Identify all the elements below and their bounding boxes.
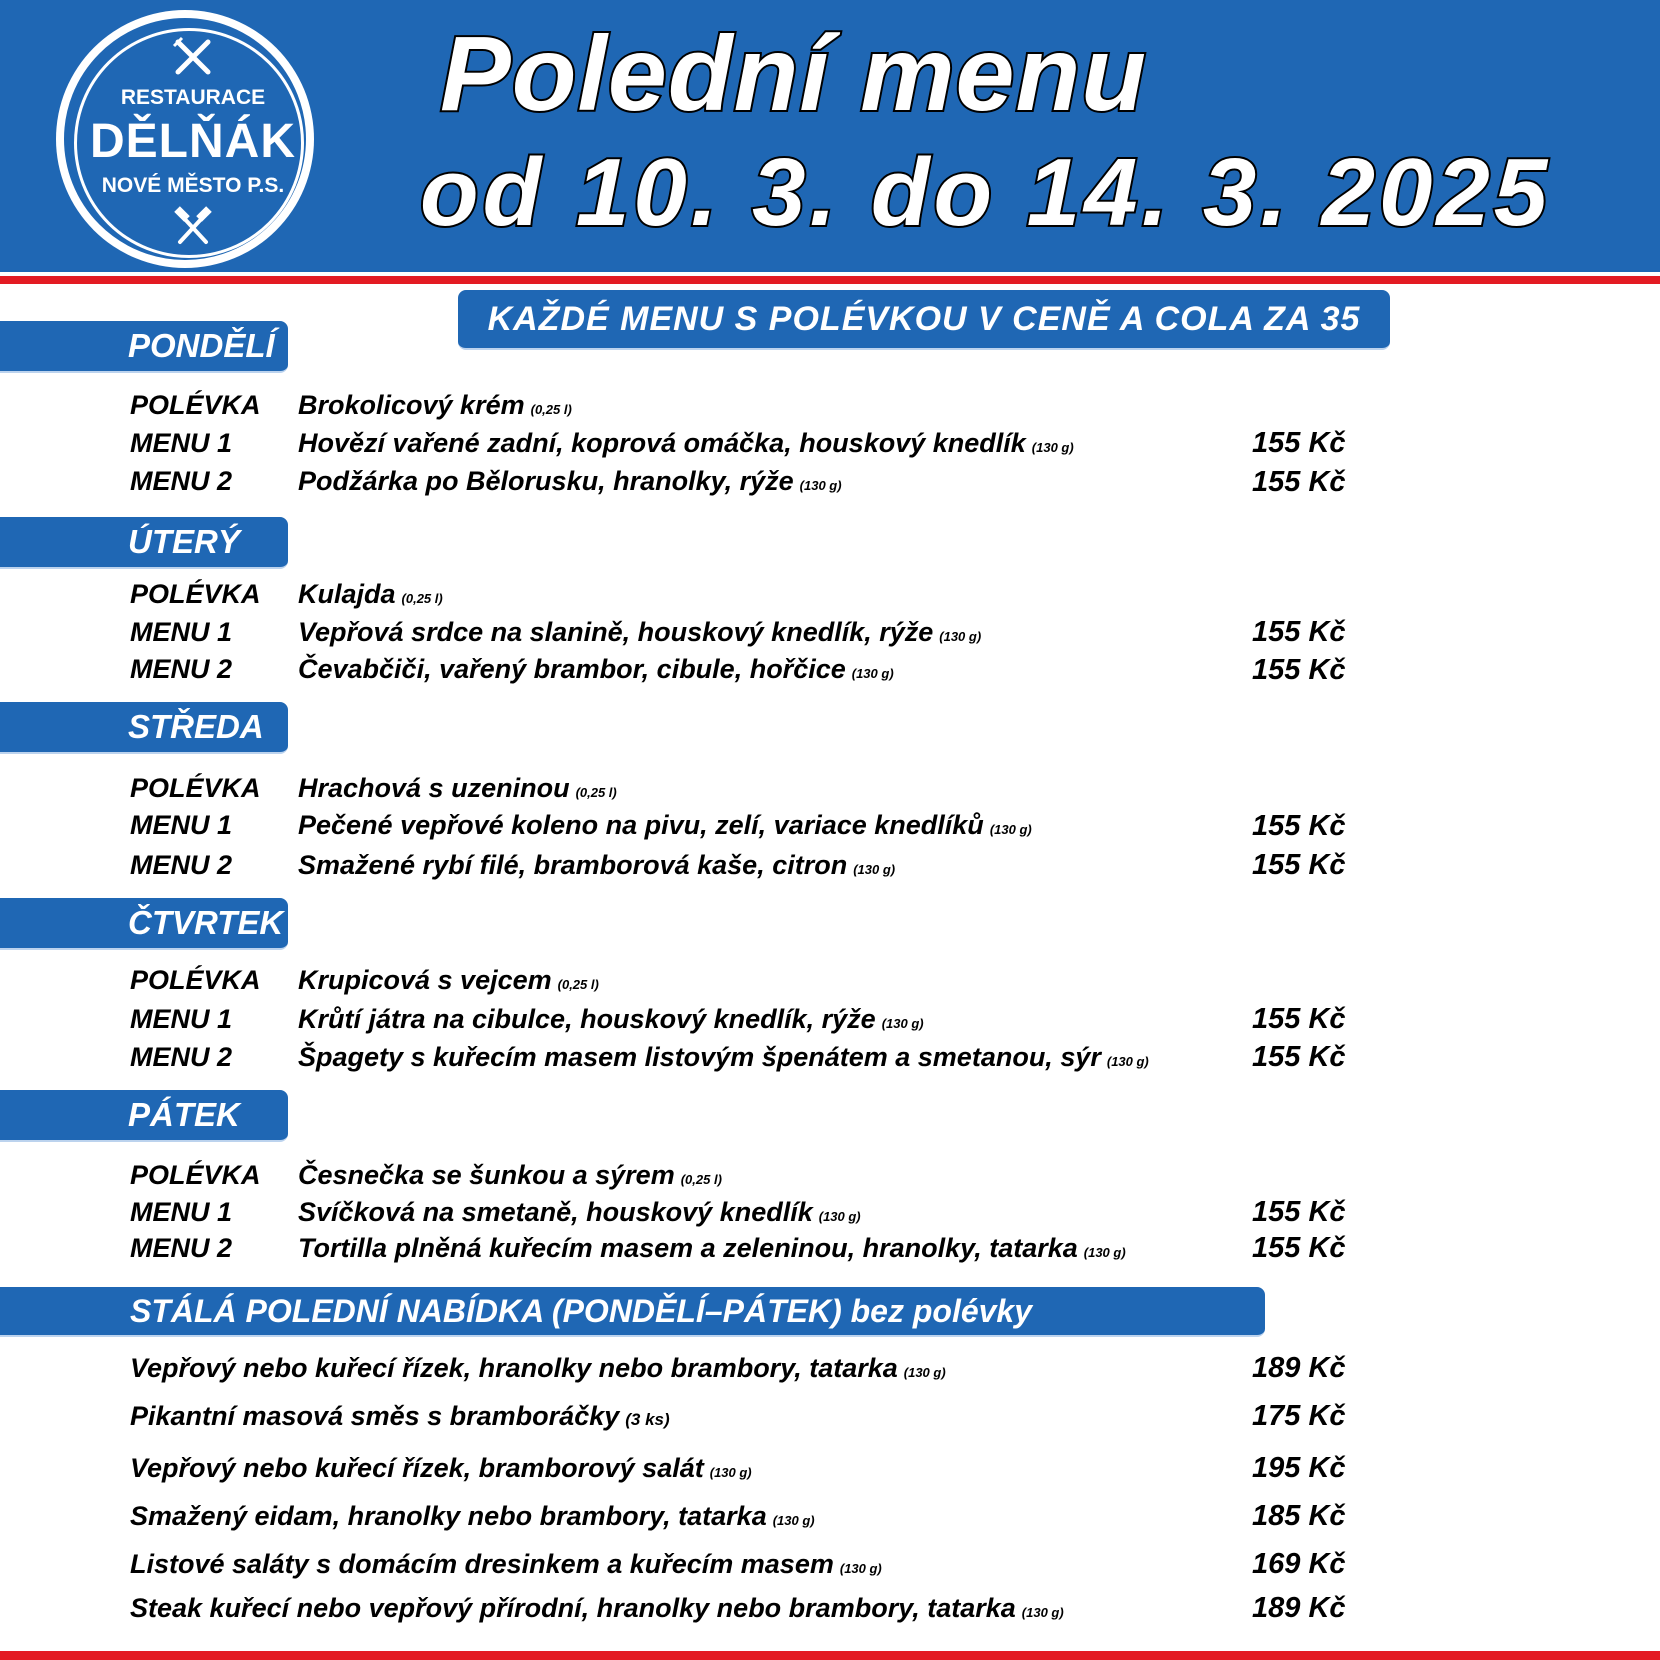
menu2-dish: Podžárka po Bělorusku, hranolky, rýže (130 g) — [298, 466, 842, 496]
fork-knife-icon — [172, 36, 214, 78]
menu2-dish: Čevabčiči, vařený brambor, cibule, hořčice (130 g) — [298, 654, 894, 684]
page-title: Polední menu — [440, 15, 1147, 133]
soup-label: POLÉVKA — [130, 390, 261, 420]
menu2-price: 155 Kč — [1252, 849, 1346, 881]
day-header-monday: PONDĚLÍ — [0, 321, 288, 373]
standing-item-price: 185 Kč — [1252, 1500, 1346, 1532]
logo-restaurace: RESTAURACE — [120, 86, 266, 109]
menu2-label: MENU 2 — [130, 1042, 233, 1072]
soup-label: POLÉVKA — [130, 773, 261, 803]
soup-label: POLÉVKA — [130, 579, 261, 609]
soup-dish: Česnečka se šunkou a sýrem (0,25 l) — [298, 1160, 722, 1190]
crossed-hammers-icon — [172, 206, 214, 248]
menu1-label: MENU 1 — [130, 617, 233, 647]
soup-dish: Krupicová s vejcem (0,25 l) — [298, 965, 599, 995]
soup-dish: Kulajda (0,25 l) — [298, 579, 443, 609]
standing-item-price: 189 Kč — [1252, 1592, 1346, 1624]
menu1-label: MENU 1 — [130, 1004, 233, 1034]
date-range: od 10. 3. do 14. 3. 2025 — [420, 139, 1552, 246]
footer-divider-red — [0, 1651, 1660, 1660]
standing-offer-header: STÁLÁ POLEDNÍ NABÍDKA (PONDĚLÍ–PÁTEK) bez polévky — [0, 1287, 1265, 1337]
menu2-label: MENU 2 — [130, 654, 233, 684]
standing-item-price: 169 Kč — [1252, 1548, 1346, 1580]
standing-item-price: 195 Kč — [1252, 1452, 1346, 1484]
menu1-dish: Krůtí játra na cibulce, houskový knedlík, rýže (130 g) — [298, 1004, 924, 1034]
menu1-dish: Pečené vepřové koleno na pivu, zelí, variace knedlíků (130 g) — [298, 810, 1032, 840]
menu1-dish: Vepřová srdce na slanině, houskový knedlík, rýže (130 g) — [298, 617, 982, 647]
standing-item-price: 189 Kč — [1252, 1352, 1346, 1384]
day-header-friday: PÁTEK — [0, 1090, 288, 1142]
soup-label: POLÉVKA — [130, 1160, 261, 1190]
menu1-label: MENU 1 — [130, 1197, 233, 1227]
standing-item: Listové saláty s domácím dresinkem a kuřecím masem (130 g) — [130, 1549, 882, 1579]
soup-dish: Hrachová s uzeninou (0,25 l) — [298, 773, 617, 803]
day-header-tuesday: ÚTERÝ — [0, 517, 288, 569]
menu2-dish: Smažené rybí filé, bramborová kaše, citron (130 g) — [298, 850, 896, 880]
menu2-price: 155 Kč — [1252, 1041, 1346, 1073]
menu1-label: MENU 1 — [130, 810, 233, 840]
restaurant-logo — [56, 10, 314, 268]
menu2-label: MENU 2 — [130, 1233, 233, 1263]
standing-item: Vepřový nebo kuřecí řízek, hranolky nebo brambory, tatarka (130 g) — [130, 1353, 946, 1383]
logo-town: NOVÉ MĚSTO P.S. — [101, 174, 285, 197]
menu2-dish: Tortilla plněná kuřecím masem a zeleninou, hranolky, tatarka (130 g) — [298, 1233, 1126, 1263]
menu2-label: MENU 2 — [130, 466, 233, 496]
menu1-dish: Hovězí vařené zadní, koprová omáčka, houskový knedlík (130 g) — [298, 428, 1074, 458]
logo-name: DĚLŇÁK — [90, 115, 296, 168]
menu2-price: 155 Kč — [1252, 1232, 1346, 1264]
standing-item: Vepřový nebo kuřecí řízek, bramborový salát (130 g) — [130, 1453, 752, 1483]
menu1-price: 155 Kč — [1252, 1003, 1346, 1035]
menu2-label: MENU 2 — [130, 850, 233, 880]
menu1-label: MENU 1 — [130, 428, 233, 458]
soup-dish: Brokolicový krém (0,25 l) — [298, 390, 572, 420]
menu1-price: 155 Kč — [1252, 810, 1346, 842]
menu1-price: 155 Kč — [1252, 427, 1346, 459]
standing-item-price: 175 Kč — [1252, 1400, 1346, 1432]
menu2-price: 155 Kč — [1252, 654, 1346, 686]
soup-label: POLÉVKA — [130, 965, 261, 995]
menu2-dish: Špagety s kuřecím masem listovým špenátem a smetanou, sýr (130 g) — [298, 1042, 1149, 1072]
promo-banner: KAŽDÉ MENU S POLÉVKOU V CENĚ A COLA ZA 35 KČ — [458, 290, 1390, 350]
day-header-wednesday: STŘEDA — [0, 702, 288, 754]
menu1-price: 155 Kč — [1252, 616, 1346, 648]
standing-item: Smažený eidam, hranolky nebo brambory, tatarka (130 g) — [130, 1501, 815, 1531]
header-divider-red — [0, 276, 1660, 284]
standing-item: Pikantní masová směs s bramboráčky (3 ks) — [130, 1401, 670, 1431]
header-bar — [0, 0, 1660, 272]
menu1-price: 155 Kč — [1252, 1196, 1346, 1228]
menu2-price: 155 Kč — [1252, 466, 1346, 498]
menu1-dish: Svíčková na smetaně, houskový knedlík (130 g) — [298, 1197, 861, 1227]
day-header-thursday: ČTVRTEK — [0, 898, 288, 950]
logo-disc — [64, 18, 306, 260]
standing-item: Steak kuřecí nebo vepřový přírodní, hranolky nebo brambory, tatarka (130 g) — [130, 1593, 1064, 1623]
